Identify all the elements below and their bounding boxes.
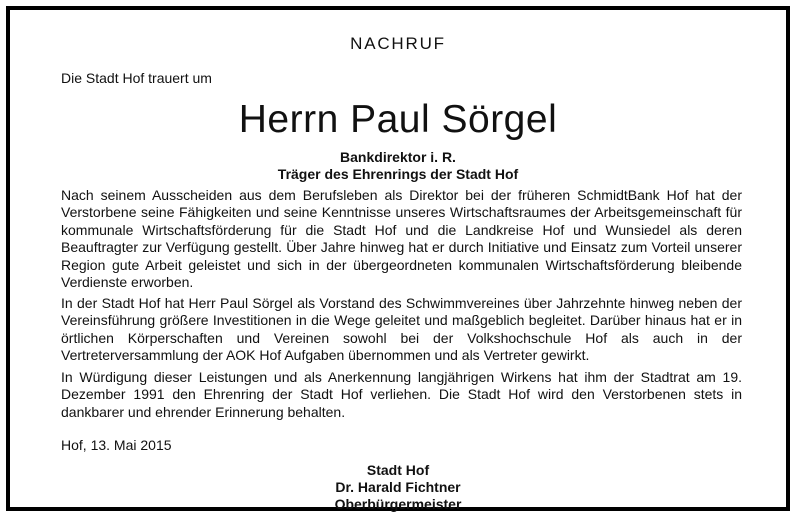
signature-city: Stadt Hof [366,462,430,478]
intro-text: Die Stadt Hof trauert um [61,70,212,86]
signature-title: Oberbürgermeister [334,496,462,512]
subtitle-profession: Bankdirektor i. R. [340,149,456,165]
deceased-name: Herrn Paul Sörgel [238,98,558,141]
paragraph-career: Nach seinem Ausscheiden aus dem Berufsleben als Direktor bei der früheren SchmidtBank Hof hat der Verstorbene seine Fähigkeiten und seine Kenntnisse unseres Wirtschaftsraumes der Arbeitsgemeinschaft für kommunale Wirtschaftsförderung für die Stadt Hof und die Landkreise Hof und Wunsiedel als deren Beauftragter zur Verfügung gestellt. Über Jahre hinweg hat er durch Initiative und Einsatz zum Vorteil unserer Region gute Arbeit geleistet und sich in der übergeordneten kommunalen Wirtschaftsförderung bleibende Verdienste erworben. [61,187,742,291]
paragraph-club: In der Stadt Hof hat Herr Paul Sörgel als Vorstand des Schwimmvereines über Jahrzehnte hinweg neben der Vereinsführung größere Investitionen in die Wege geleitet und maßgeblich begleitet. Darüber hinaus hat er in örtlichen Körperschaften und Vereinen sowohl bei der Volkshochschule Hof als auch in der Vertreterversammlung der AOK Hof Aufgaben übernommen und als Vertreter gewirkt. [61,295,742,364]
paragraph-honor: In Würdigung dieser Leistungen und als Anerkennung langjährigen Wirkens hat ihm der Stadtrat am 19. Dezember 1991 den Ehrenring der Stadt Hof verliehen. Die Stadt Hof wird den Verstorbenen stets in dankbarer und ehrender Erinnerung behalten. [61,369,742,420]
date-line: Hof, 13. Mai 2015 [61,437,172,453]
obituary-notice [6,6,790,511]
subtitle-honor: Träger des Ehrenrings der Stadt Hof [277,166,519,182]
heading: NACHRUF [350,34,446,53]
signature-name: Dr. Harald Fichtner [335,479,461,495]
